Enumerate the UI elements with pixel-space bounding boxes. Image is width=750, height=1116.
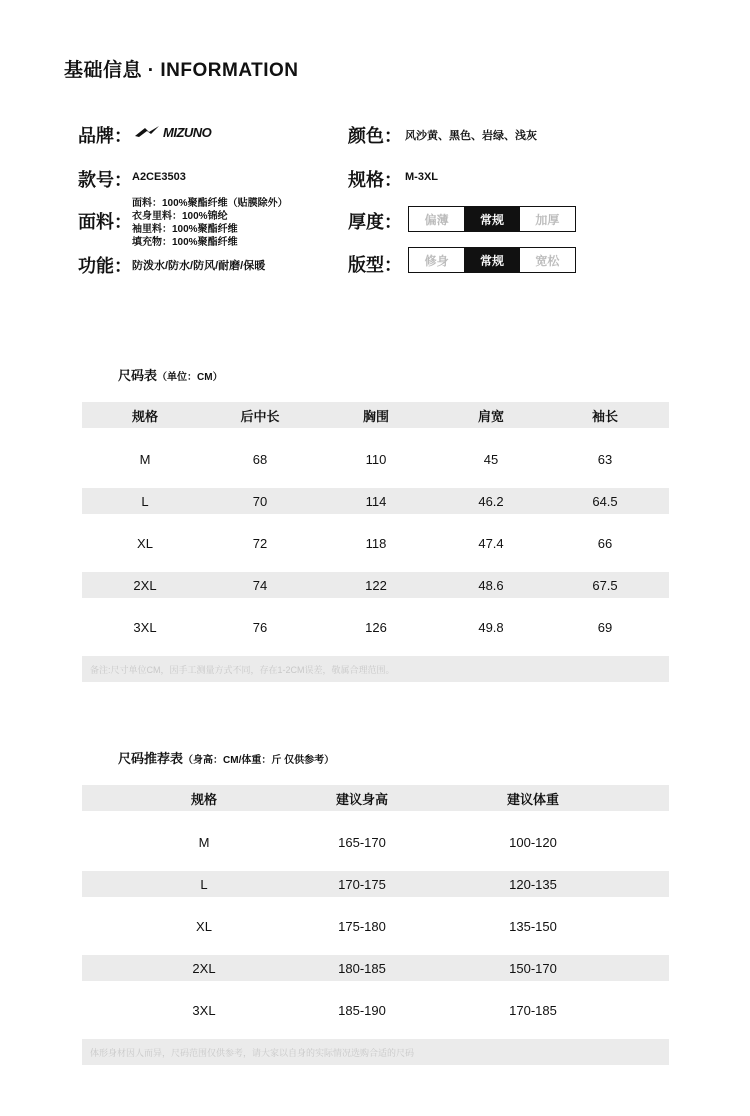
spec-value: M-3XL (405, 171, 438, 183)
spec-label: 规格： (348, 170, 402, 190)
table-row (82, 955, 669, 981)
table-cell: 3XL (192, 1002, 216, 1018)
table-row (82, 997, 669, 1023)
table-cell: 67.5 (592, 577, 618, 593)
recommend-chart-unit: （身高：CM/体重：斤 仅供参考） (183, 755, 335, 766)
table-row (82, 614, 669, 640)
table-cell: 66 (597, 535, 613, 551)
table-cell: 49.8 (478, 619, 504, 635)
table-header-cell: 胸围 (362, 408, 390, 424)
fit-option: 修身 (424, 253, 449, 268)
thickness-label: 厚度： (348, 212, 402, 232)
table-cell: 2XL (192, 960, 216, 976)
table-cell: 48.6 (478, 577, 504, 593)
recommend-chart-note: 体形身材因人而异，尺码范围仅供参考，请大家以自身的实际情况选购合适的尺码 (82, 1039, 669, 1065)
fit-option-selected: 常规 (464, 248, 519, 272)
fit-label: 版型： (348, 255, 402, 275)
model-label: 款号： (78, 170, 132, 190)
table-cell: XL (196, 918, 212, 934)
fabric-details (132, 197, 288, 249)
function-label: 功能： (78, 256, 132, 276)
table-cell: 120-135 (509, 876, 557, 892)
color-label: 颜色： (348, 126, 402, 146)
table-cell: M (198, 834, 210, 850)
table-cell: 46.2 (478, 493, 504, 509)
table-cell: 135-150 (509, 918, 557, 934)
table-cell: 126 (365, 619, 387, 635)
table-cell: 110 (365, 451, 387, 467)
table-cell: 72 (252, 535, 268, 551)
table-cell: 150-170 (509, 960, 557, 976)
table-cell: 180-185 (338, 960, 386, 976)
table-header-cell: 规格 (190, 791, 218, 807)
fabric-line: 衣身里料：100%锦纶 (132, 211, 228, 222)
table-header-cell: 袖长 (591, 408, 619, 424)
table-cell: 76 (252, 619, 268, 635)
table-header-cell: 肩宽 (477, 408, 505, 424)
fit-option: 宽松 (535, 253, 560, 268)
table-row (82, 530, 669, 556)
table-cell: 63 (597, 451, 613, 467)
thickness-option-selected: 常规 (464, 207, 519, 231)
table-cell: 64.5 (592, 493, 618, 509)
table-cell: 170-185 (509, 1002, 557, 1018)
table-row (82, 829, 669, 855)
table-cell: 68 (252, 451, 268, 467)
thickness-selector (408, 206, 576, 232)
table-row (82, 446, 669, 472)
table-cell: 165-170 (338, 834, 386, 850)
table-cell: 114 (365, 493, 387, 509)
page-title: 基础信息 · INFORMATION (64, 60, 299, 81)
table-cell: M (139, 451, 151, 467)
recommend-chart-title (118, 748, 334, 767)
model-value: A2CE3503 (132, 171, 186, 183)
color-value: 风沙黄、黑色、岩绿、浅灰 (405, 130, 537, 142)
fit-selector (408, 247, 576, 273)
table-cell: 185-190 (338, 1002, 386, 1018)
brand-logo (135, 123, 211, 141)
product-info (0, 0, 750, 300)
runbird-icon (135, 126, 161, 138)
brand-name: MIZUNO (163, 124, 212, 140)
recommend-chart-title-text: 尺码推荐表 (118, 751, 184, 766)
thickness-option: 偏薄 (424, 212, 449, 227)
size-chart-title (118, 365, 223, 384)
table-row (82, 572, 669, 598)
table-header-cell: 规格 (131, 408, 159, 424)
brand-label: 品牌： (78, 126, 132, 146)
table-cell: 175-180 (338, 918, 386, 934)
table-cell: 122 (365, 577, 387, 593)
table-cell: L (200, 876, 208, 892)
table-header-row (82, 785, 669, 811)
fabric-label: 面料： (78, 212, 132, 232)
table-cell: 45 (483, 451, 499, 467)
table-row (82, 871, 669, 897)
table-cell: 70 (252, 493, 268, 509)
table-cell: L (141, 493, 149, 509)
size-chart-title-text: 尺码表 (118, 368, 158, 383)
size-chart-unit: （单位：CM） (157, 372, 223, 383)
table-cell: XL (137, 535, 153, 551)
fabric-line: 面料：100%聚酯纤维（贴膜除外） (132, 198, 288, 209)
table-cell: 2XL (133, 577, 157, 593)
table-cell: 118 (365, 535, 387, 551)
table-row (82, 913, 669, 939)
table-header-cell: 后中长 (240, 408, 280, 424)
table-header-cell: 建议身高 (335, 791, 389, 807)
table-cell: 69 (597, 619, 613, 635)
table-cell: 170-175 (338, 876, 386, 892)
table-header-cell: 建议体重 (506, 791, 560, 807)
table-row (82, 488, 669, 514)
fabric-line: 袖里料：100%聚酯纤维 (132, 224, 238, 235)
table-cell: 3XL (133, 619, 157, 635)
table-cell: 100-120 (509, 834, 557, 850)
thickness-option: 加厚 (535, 212, 560, 227)
size-chart-note: 备注:尺寸单位CM，因手工测量方式不同，存在1-2CM误差，敬属合理范围。 (82, 656, 669, 682)
function-value: 防泼水/防水/防风/耐磨/保暖 (132, 260, 266, 272)
table-header-row (82, 402, 669, 428)
table-cell: 47.4 (478, 535, 504, 551)
table-cell: 74 (252, 577, 268, 593)
fabric-line: 填充物：100%聚酯纤维 (132, 237, 238, 248)
